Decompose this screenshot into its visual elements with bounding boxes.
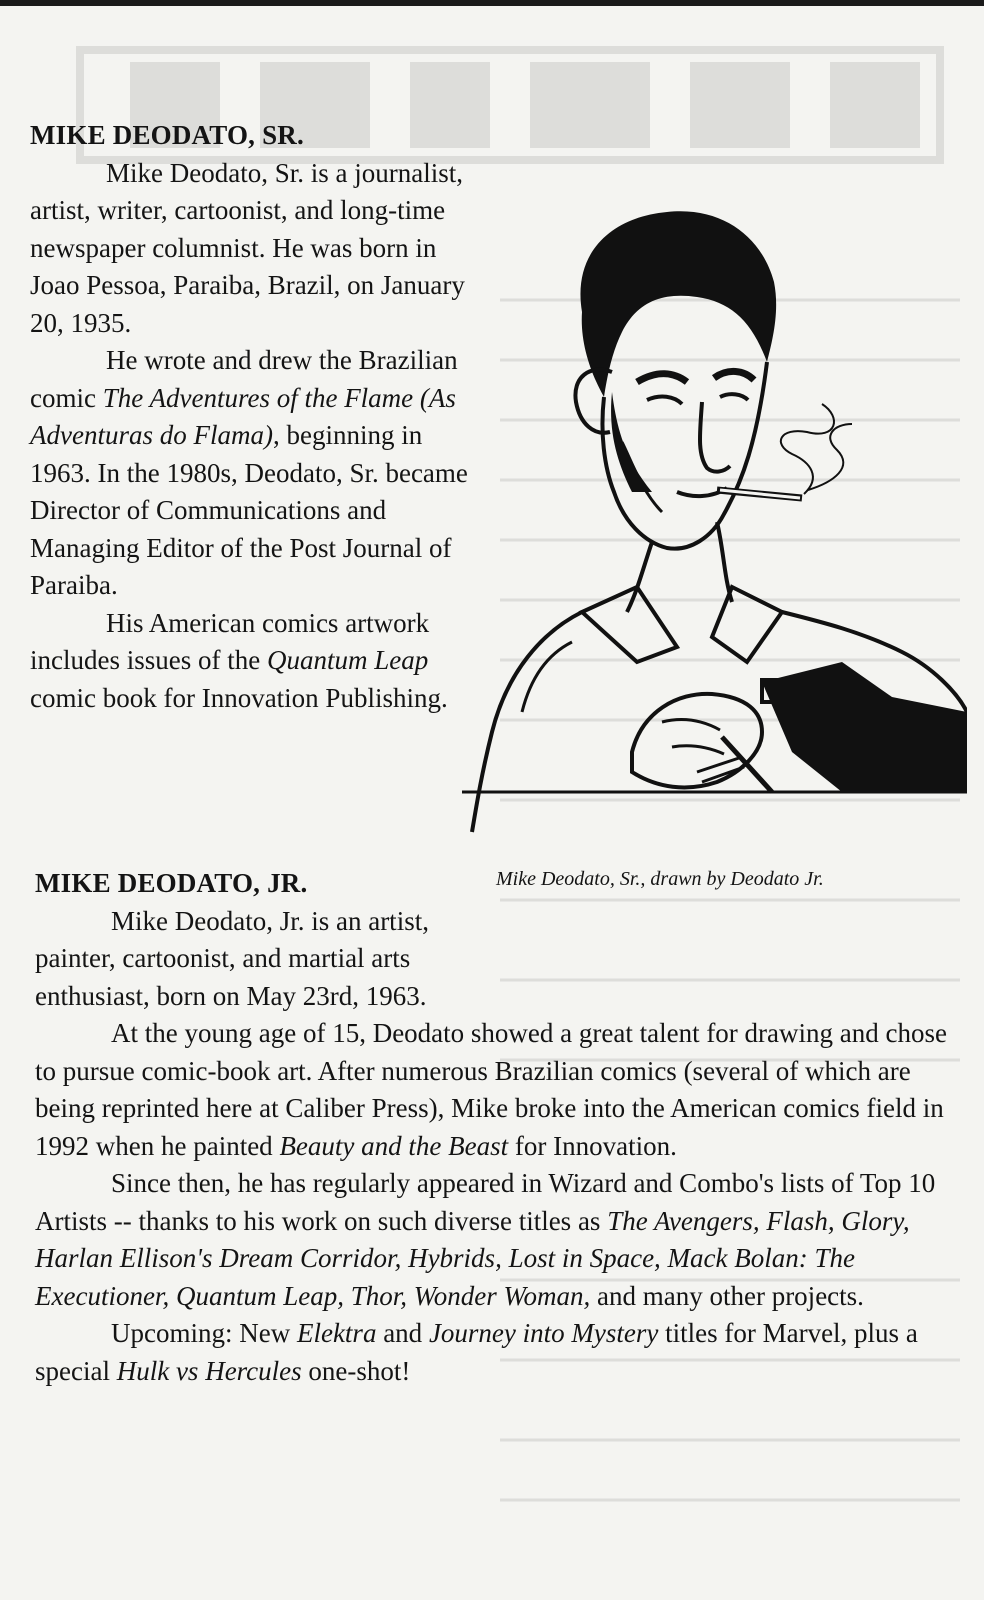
elektra-title: Elektra [296, 1318, 377, 1348]
sr-career-paragraph: He wrote and drew the Brazilian comic The Adventures of the Flame (As Adventuras do Flama), beginning in 1963. In the 1980s, Deodato, Sr. became Director of Communications and Managing Editor of the Post Journal of Paraiba. [30, 345, 468, 600]
top-border-rule [0, 0, 984, 6]
jr-title-list: The Avengers, Flash, Glory, Harlan Ellison's Dream Corridor, Hybrids, Lost in Space, Mack Bolan: The Executioner, Quantum Leap, Thor, Wonder Woman, [35, 1205, 910, 1311]
sr-heading: MIKE DEODATO, SR. [30, 120, 304, 150]
portrait-caption: Mike Deodato, Sr., drawn by Deodato Jr. [496, 868, 824, 890]
jr-upcoming-paragraph: Upcoming: New Elektra and Journey into Mystery titles for Marvel, plus a special Hulk vs Hercules one-shot! [35, 1318, 918, 1386]
sr-comic-title: The Adventures of the Flame (As Adventuras do Flama) [30, 382, 456, 450]
jr-heading: MIKE DEODATO, JR. [35, 868, 308, 898]
jr-career-paragraph: At the young age of 15, Deodato showed a great talent for drawing and chose to pursue comic-book art. After numerous Brazilian comics (several of which are being reprinted here at Caliber Press), Mike broke into the American comics field in 1992 when he painted Beauty and the Beast for Innovation. [35, 1018, 947, 1161]
quantum-leap-title: Quantum Leap [266, 645, 429, 675]
jr-intro-paragraph: Mike Deodato, Jr. is an artist, painter, cartoonist, and martial arts enthusiast, born on May 23rd, 1963. [35, 905, 429, 1011]
sr-intro-paragraph: Mike Deodato, Sr. is a journalist, artist, writer, cartoonist, and long-time newspaper columnist. He was born in Joao Pessoa, Paraiba, Brazil, on January 20, 1935. [30, 157, 465, 338]
sr-bio-column [30, 117, 480, 717]
jr-bio-column [35, 865, 970, 1390]
beauty-and-beast-title: Beauty and the Beast [279, 1130, 509, 1161]
journey-into-mystery-title: Journey into Mystery [428, 1318, 659, 1348]
sr-american-work-paragraph: His American comics artwork includes issues of the Quantum Leap comic book for Innovation Publishing. [30, 607, 448, 713]
hulk-vs-hercules-title: Hulk vs Hercules [116, 1355, 302, 1386]
jr-titles-paragraph: Since then, he has regularly appeared in Wizard and Combo's lists of Top 10 Artists -- thanks to his work on such diverse titles as The Avengers, Flash, Glory, Harlan Ellison's Dream Corridor, Hybrids, Lost in Space, Mack Bolan: The Executioner, Quantum Leap, Thor, Wonder Woman, and many other projects. [35, 1168, 936, 1311]
portrait-illustration [462, 192, 967, 842]
